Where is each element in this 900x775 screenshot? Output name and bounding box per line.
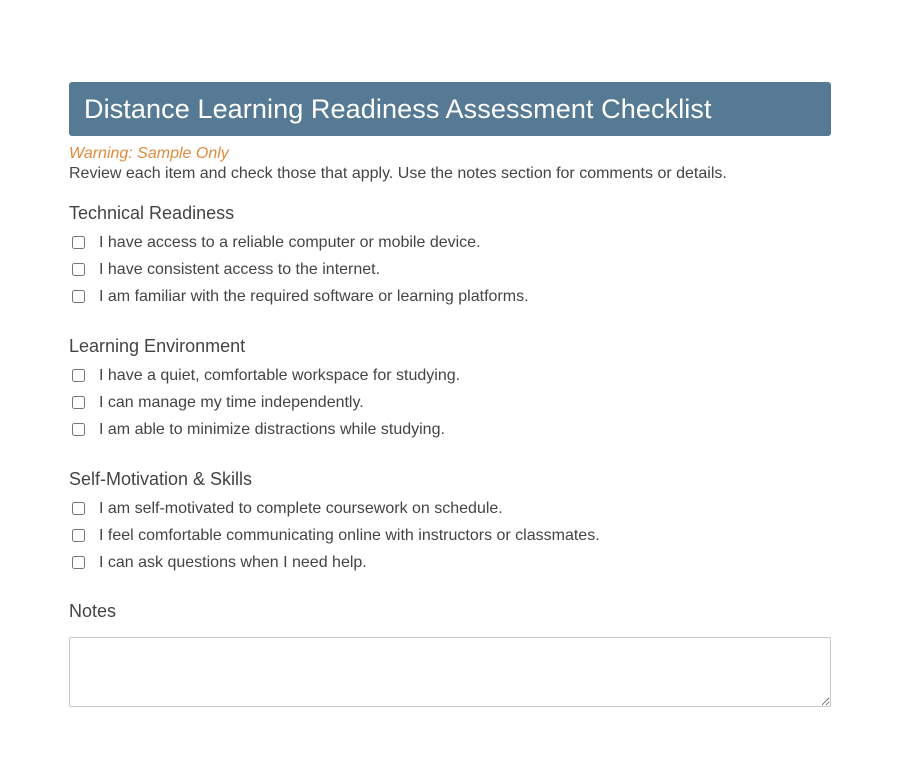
section-title-technical-readiness: Technical Readiness (69, 203, 235, 223)
checklist-item[interactable] (69, 522, 831, 549)
page-title: Distance Learning Readiness Assessment Checklist (84, 93, 712, 124)
checklist-item-label: I can manage my time independently. (99, 393, 364, 411)
checkbox[interactable] (72, 290, 85, 303)
checkbox[interactable] (72, 529, 85, 542)
checkbox[interactable] (72, 236, 85, 249)
checklist-container (69, 82, 831, 707)
intro-text: Review each item and check those that apply. Use the notes section for comments or details. (69, 165, 727, 182)
notes-title: Notes (69, 601, 117, 621)
checkbox[interactable] (72, 556, 85, 569)
checklist-item-label: I am able to minimize distractions while studying. (99, 420, 445, 438)
checklist-item[interactable] (69, 389, 831, 416)
checklist-item[interactable] (69, 416, 831, 443)
checklist-item-label: I am familiar with the required software or learning platforms. (99, 287, 529, 305)
checkbox[interactable] (72, 396, 85, 409)
section-title-self-motivation: Self-Motivation & Skills (69, 469, 253, 489)
checklist-item[interactable] (69, 256, 831, 283)
checklist-item[interactable] (69, 495, 831, 522)
checkbox[interactable] (72, 369, 85, 382)
checklist-item-label: I have a quiet, comfortable workspace for studying. (99, 366, 461, 384)
checklist-item-label: I am self-motivated to complete coursework on schedule. (99, 499, 503, 517)
checklist-item-label: I feel comfortable communicating online with instructors or classmates. (99, 526, 600, 544)
warning-text: Warning: Sample Only (69, 145, 229, 162)
checkbox[interactable] (72, 423, 85, 436)
checklist-item-label: I have access to a reliable computer or mobile device. (99, 233, 481, 251)
checklist-item-label: I can ask questions when I need help. (99, 553, 367, 571)
checklist-item[interactable] (69, 229, 831, 256)
section-title-learning-environment: Learning Environment (69, 336, 246, 356)
checklist-item-label: I have consistent access to the internet. (99, 260, 381, 278)
notes-textarea[interactable] (69, 637, 831, 707)
page-header (69, 82, 831, 136)
checklist-item[interactable] (69, 549, 831, 576)
section-items-learning-environment (69, 362, 831, 443)
checkbox[interactable] (72, 502, 85, 515)
checkbox[interactable] (72, 263, 85, 276)
section-items-self-motivation (69, 495, 831, 576)
checklist-item[interactable] (69, 283, 831, 310)
checklist-item[interactable] (69, 362, 831, 389)
section-items-technical-readiness (69, 229, 831, 310)
